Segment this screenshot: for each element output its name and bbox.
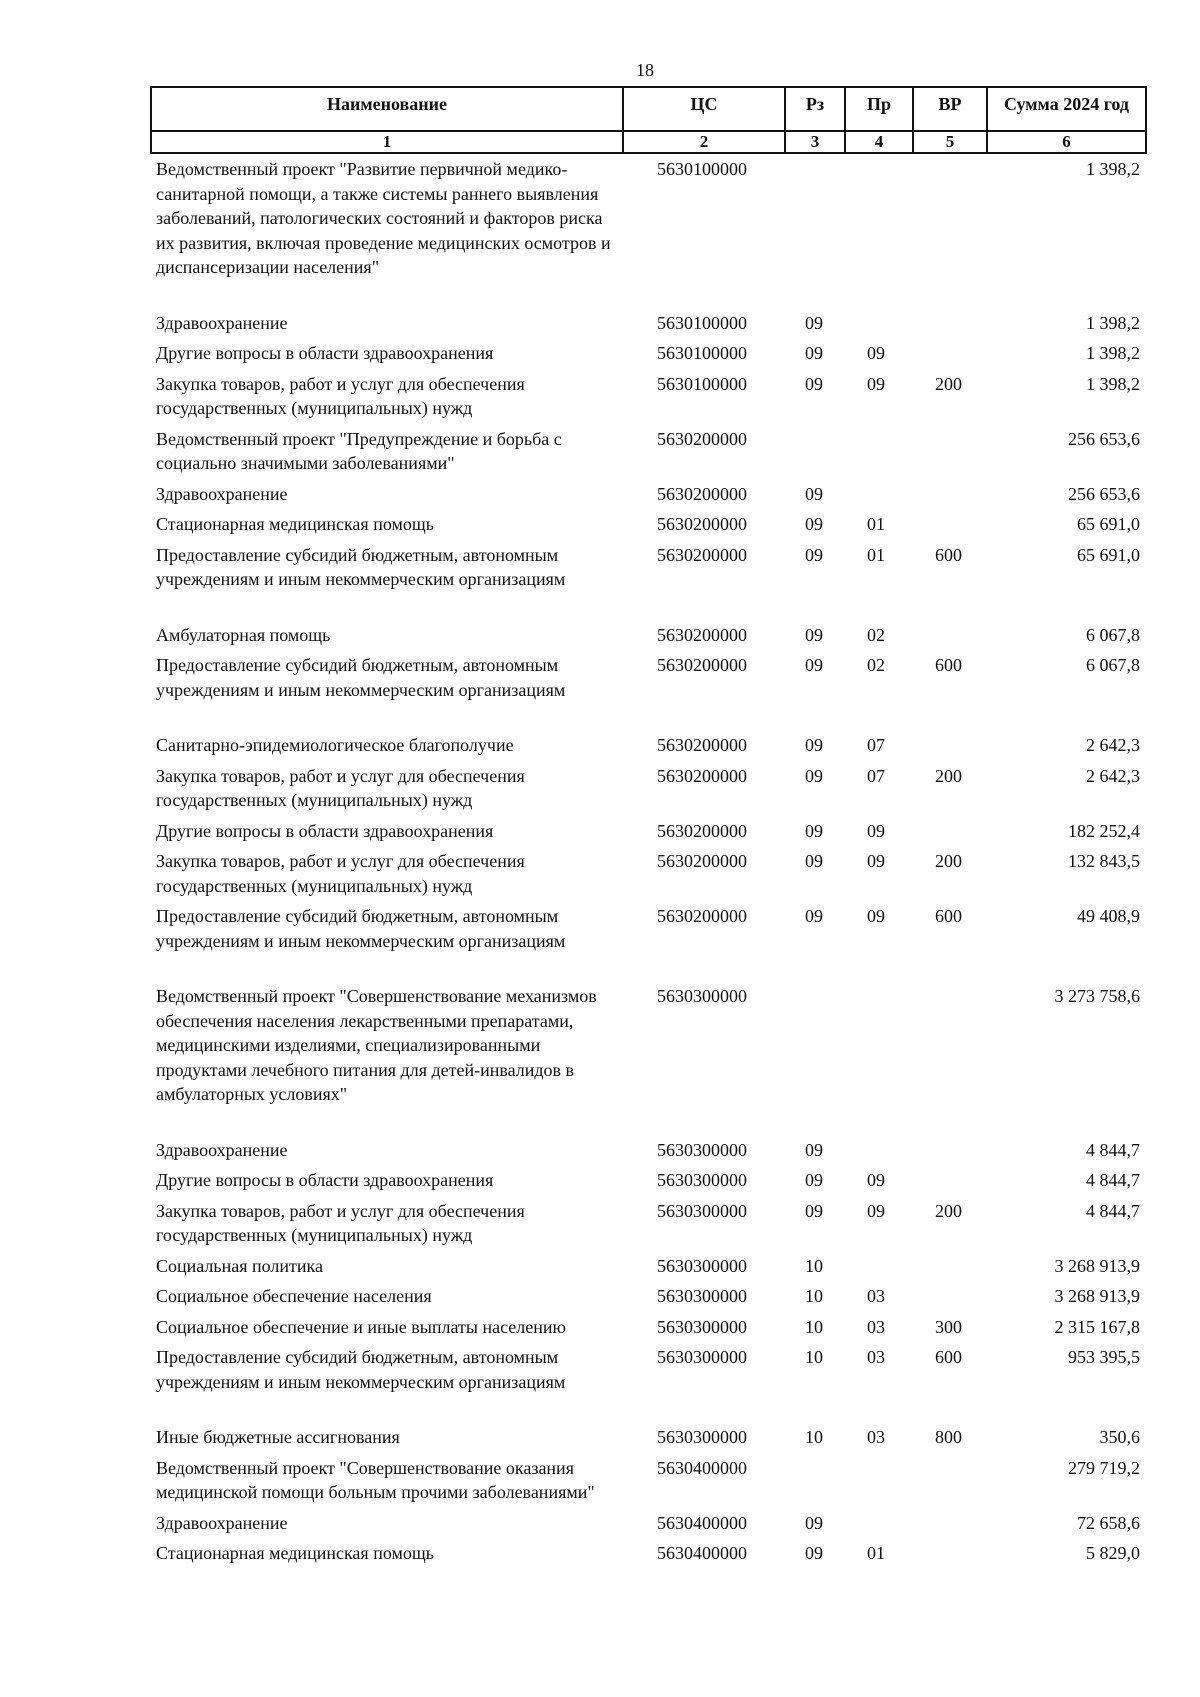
table-row xyxy=(151,730,1146,761)
table-row xyxy=(151,620,1146,651)
row-name: Социальное обеспечение населения xyxy=(156,1286,432,1306)
row-sum: 2 642,3 xyxy=(1086,765,1140,786)
table-row xyxy=(151,308,1146,339)
header-sum: Сумма 2024 год xyxy=(987,87,1146,131)
table-row xyxy=(151,1196,1146,1251)
row-vr xyxy=(913,153,987,308)
row-sum: 182 252,4 xyxy=(1068,820,1140,841)
row-name: Закупка товаров, работ и услуг для обеспечения государственных (муниципальных) нужд xyxy=(156,851,525,896)
row-sum: 72 658,6 xyxy=(1077,1512,1140,1533)
table-row xyxy=(151,650,1146,730)
row-cs: 5630100000 xyxy=(657,343,747,363)
row-cs: 5630200000 xyxy=(657,483,747,504)
row-rz xyxy=(785,424,845,479)
table-row xyxy=(151,1165,1146,1196)
row-sum: 2 642,3 xyxy=(1086,735,1140,755)
row-vr: 600 xyxy=(935,906,962,926)
row-pr: 09 xyxy=(867,1200,885,1221)
table-row xyxy=(151,1538,1146,1569)
table-row xyxy=(151,901,1146,981)
table-row xyxy=(151,369,1146,424)
row-name: Предоставление субсидий бюджетным, автономным учреждениям и иным некоммерческим организациям xyxy=(156,906,566,951)
row-rz: 09 xyxy=(805,906,823,926)
row-cs: 5630300000 xyxy=(657,1286,747,1306)
row-rz xyxy=(785,1453,845,1508)
row-rz: 09 xyxy=(805,820,823,841)
row-rz: 09 xyxy=(805,735,823,755)
row-name: Иные бюджетные ассигнования xyxy=(156,1427,400,1447)
row-pr: 09 xyxy=(867,343,885,363)
table-row xyxy=(151,761,1146,816)
row-name: Санитарно-эпидемиологическое благополучие xyxy=(156,735,514,755)
row-cs: 5630200000 xyxy=(657,428,747,449)
row-sum: 256 653,6 xyxy=(1068,483,1140,504)
row-name: Здравоохранение xyxy=(156,312,288,333)
table-row xyxy=(151,338,1146,369)
row-vr xyxy=(913,338,987,369)
row-cs: 5630300000 xyxy=(657,1200,747,1221)
row-name: Социальная политика xyxy=(156,1255,323,1276)
row-sum: 1 398,2 xyxy=(1086,159,1140,179)
row-vr: 200 xyxy=(935,1200,962,1221)
row-pr xyxy=(845,1453,913,1508)
row-sum: 3 268 913,9 xyxy=(1054,1286,1140,1306)
table-row xyxy=(151,1281,1146,1312)
row-cs: 5630200000 xyxy=(657,851,747,871)
row-sum: 49 408,9 xyxy=(1077,906,1140,926)
table-row xyxy=(151,1251,1146,1282)
table-row xyxy=(151,981,1146,1135)
row-name: Ведомственный проект "Предупреждение и борьба с социально значимыми заболеваниями" xyxy=(156,428,562,473)
row-pr xyxy=(845,1135,913,1166)
row-vr: 200 xyxy=(935,851,962,871)
row-rz: 10 xyxy=(805,1316,823,1337)
row-cs: 5630300000 xyxy=(657,986,747,1006)
header-name: Наименование xyxy=(151,87,623,131)
row-pr xyxy=(845,1251,913,1282)
row-pr: 01 xyxy=(867,544,885,565)
row-pr: 07 xyxy=(867,765,885,786)
row-rz xyxy=(785,153,845,308)
row-rz: 10 xyxy=(805,1347,823,1367)
row-cs: 5630300000 xyxy=(657,1316,747,1337)
row-sum: 6 067,8 xyxy=(1086,655,1140,675)
row-vr: 600 xyxy=(935,655,962,675)
row-pr xyxy=(845,479,913,510)
table-row xyxy=(151,1342,1146,1422)
row-cs: 5630100000 xyxy=(657,312,747,333)
row-rz: 09 xyxy=(805,1200,823,1221)
budget-document xyxy=(150,86,1145,1569)
row-sum: 279 719,2 xyxy=(1068,1457,1140,1478)
row-sum: 4 844,7 xyxy=(1086,1139,1140,1160)
row-cs: 5630200000 xyxy=(657,906,747,926)
row-sum: 5 829,0 xyxy=(1086,1543,1140,1563)
row-pr xyxy=(845,424,913,479)
row-name: Другие вопросы в области здравоохранения xyxy=(156,820,494,841)
table-row xyxy=(151,1453,1146,1508)
row-sum: 3 273 758,6 xyxy=(1054,986,1140,1006)
row-cs: 5630200000 xyxy=(657,514,747,534)
row-vr xyxy=(913,1508,987,1539)
row-cs: 5630300000 xyxy=(657,1170,747,1190)
row-rz: 09 xyxy=(805,1512,823,1533)
table-header xyxy=(151,87,1146,153)
header-pr: Пр xyxy=(845,87,913,131)
table-body xyxy=(151,153,1146,1569)
row-cs: 5630400000 xyxy=(657,1457,747,1478)
row-vr xyxy=(913,1453,987,1508)
column-number: 2 xyxy=(623,131,785,153)
row-name: Ведомственный проект "Совершенствование механизмов обеспечения населения лекарственными препаратами, медицинскими изделиями, специализированными продуктами лечебного питания для детей-инвалидов в амбулаторных условиях" xyxy=(156,986,597,1104)
row-rz: 10 xyxy=(805,1427,823,1447)
row-rz: 09 xyxy=(805,851,823,871)
row-sum: 256 653,6 xyxy=(1068,428,1140,449)
row-name: Закупка товаров, работ и услуг для обеспечения государственных (муниципальных) нужд xyxy=(156,373,525,418)
row-sum: 6 067,8 xyxy=(1086,624,1140,645)
row-name: Здравоохранение xyxy=(156,483,288,504)
row-rz: 09 xyxy=(805,1170,823,1190)
column-number: 3 xyxy=(785,131,845,153)
table-row xyxy=(151,540,1146,620)
row-pr xyxy=(845,1508,913,1539)
table-row xyxy=(151,479,1146,510)
row-vr xyxy=(913,509,987,540)
row-vr xyxy=(913,424,987,479)
row-pr: 09 xyxy=(867,1170,885,1190)
table-row xyxy=(151,1135,1146,1166)
row-vr xyxy=(913,308,987,339)
row-rz: 09 xyxy=(805,655,823,675)
row-name: Другие вопросы в области здравоохранения xyxy=(156,343,494,363)
row-sum: 3 268 913,9 xyxy=(1054,1255,1140,1276)
row-rz: 09 xyxy=(805,544,823,565)
header-rz: Рз xyxy=(785,87,845,131)
row-cs: 5630200000 xyxy=(657,655,747,675)
row-cs: 5630400000 xyxy=(657,1512,747,1533)
row-sum: 1 398,2 xyxy=(1086,312,1140,333)
row-rz: 09 xyxy=(805,514,823,534)
row-pr: 09 xyxy=(867,820,885,841)
row-pr: 03 xyxy=(867,1427,885,1447)
budget-table xyxy=(150,86,1147,1569)
row-cs: 5630400000 xyxy=(657,1543,747,1563)
row-vr xyxy=(913,1165,987,1196)
row-vr xyxy=(913,1538,987,1569)
row-sum: 350,6 xyxy=(1099,1427,1140,1447)
column-number-row xyxy=(151,131,1146,153)
row-name: Амбулаторная помощь xyxy=(156,624,331,645)
header-vr: ВР xyxy=(913,87,987,131)
row-sum: 132 843,5 xyxy=(1068,851,1140,871)
row-sum: 2 315 167,8 xyxy=(1054,1316,1140,1337)
row-pr xyxy=(845,308,913,339)
row-pr: 09 xyxy=(867,373,885,394)
table-row xyxy=(151,1422,1146,1453)
row-rz xyxy=(785,981,845,1135)
row-sum: 4 844,7 xyxy=(1086,1170,1140,1190)
row-pr: 09 xyxy=(867,906,885,926)
row-vr xyxy=(913,981,987,1135)
row-cs: 5630200000 xyxy=(657,735,747,755)
row-name: Предоставление субсидий бюджетным, автономным учреждениям и иным некоммерческим организациям xyxy=(156,655,566,700)
row-cs: 5630300000 xyxy=(657,1347,747,1367)
row-pr: 03 xyxy=(867,1286,885,1306)
column-number: 1 xyxy=(151,131,623,153)
row-name: Закупка товаров, работ и услуг для обеспечения государственных (муниципальных) нужд xyxy=(156,1200,525,1245)
row-pr: 02 xyxy=(867,624,885,645)
row-rz: 09 xyxy=(805,1139,823,1160)
table-row xyxy=(151,424,1146,479)
row-rz: 10 xyxy=(805,1255,823,1276)
row-cs: 5630100000 xyxy=(657,373,747,394)
page-number: 18 xyxy=(636,60,654,80)
row-vr xyxy=(913,620,987,651)
row-rz: 09 xyxy=(805,373,823,394)
row-name: Стационарная медицинская помощь xyxy=(156,514,434,534)
row-vr xyxy=(913,730,987,761)
row-sum: 953 395,5 xyxy=(1068,1347,1140,1367)
row-pr: 09 xyxy=(867,851,885,871)
row-sum: 1 398,2 xyxy=(1086,343,1140,363)
row-vr: 200 xyxy=(935,373,962,394)
row-vr xyxy=(913,1281,987,1312)
row-cs: 5630200000 xyxy=(657,765,747,786)
row-pr xyxy=(845,153,913,308)
row-vr: 600 xyxy=(935,1347,962,1367)
column-number: 6 xyxy=(987,131,1146,153)
row-name: Ведомственный проект "Развитие первичной медико-санитарной помощи, а также системы раннего выявления заболеваний, патологических состояний и факторов риска их развития, включая проведение медицинских осмотров и диспансеризации населения" xyxy=(156,159,611,277)
row-vr xyxy=(913,816,987,847)
row-vr xyxy=(913,479,987,510)
table-row xyxy=(151,846,1146,901)
row-rz: 09 xyxy=(805,624,823,645)
row-pr: 01 xyxy=(867,514,885,534)
header-cs: ЦС xyxy=(623,87,785,131)
row-name: Ведомственный проект "Совершенствование оказания медицинской помощи больным прочими заболеваниями" xyxy=(156,1457,595,1502)
row-cs: 5630300000 xyxy=(657,1139,747,1160)
row-sum: 4 844,7 xyxy=(1086,1200,1140,1221)
table-row xyxy=(151,1312,1146,1343)
row-pr: 02 xyxy=(867,655,885,675)
row-name: Предоставление субсидий бюджетным, автономным учреждениям и иным некоммерческим организациям xyxy=(156,544,566,589)
row-name: Социальное обеспечение и иные выплаты населению xyxy=(156,1316,566,1337)
row-pr: 07 xyxy=(867,735,885,755)
row-vr xyxy=(913,1135,987,1166)
header-row xyxy=(151,87,1146,131)
row-vr xyxy=(913,1251,987,1282)
table-row xyxy=(151,153,1146,308)
column-number: 5 xyxy=(913,131,987,153)
row-cs: 5630200000 xyxy=(657,624,747,645)
row-cs: 5630100000 xyxy=(657,159,747,179)
row-cs: 5630200000 xyxy=(657,544,747,565)
row-cs: 5630300000 xyxy=(657,1427,747,1447)
row-rz: 09 xyxy=(805,765,823,786)
row-name: Здравоохранение xyxy=(156,1139,288,1160)
row-vr: 600 xyxy=(935,544,962,565)
row-vr: 200 xyxy=(935,765,962,786)
row-pr: 01 xyxy=(867,1543,885,1563)
table-row xyxy=(151,1508,1146,1539)
row-pr xyxy=(845,981,913,1135)
row-rz: 09 xyxy=(805,483,823,504)
row-sum: 65 691,0 xyxy=(1077,514,1140,534)
row-vr: 300 xyxy=(935,1316,962,1337)
row-rz: 10 xyxy=(805,1286,823,1306)
row-rz: 09 xyxy=(805,343,823,363)
row-name: Предоставление субсидий бюджетным, автономным учреждениям и иным некоммерческим организациям xyxy=(156,1347,566,1392)
row-rz: 09 xyxy=(805,1543,823,1563)
row-name: Другие вопросы в области здравоохранения xyxy=(156,1170,494,1190)
row-name: Закупка товаров, работ и услуг для обеспечения государственных (муниципальных) нужд xyxy=(156,765,525,810)
table-row xyxy=(151,509,1146,540)
row-cs: 5630300000 xyxy=(657,1255,747,1276)
table-row xyxy=(151,816,1146,847)
row-sum: 1 398,2 xyxy=(1086,373,1140,394)
row-name: Стационарная медицинская помощь xyxy=(156,1543,434,1563)
row-rz: 09 xyxy=(805,312,823,333)
row-name: Здравоохранение xyxy=(156,1512,288,1533)
row-vr: 800 xyxy=(935,1427,962,1447)
row-sum: 65 691,0 xyxy=(1077,544,1140,565)
row-pr: 03 xyxy=(867,1316,885,1337)
column-number: 4 xyxy=(845,131,913,153)
row-pr: 03 xyxy=(867,1347,885,1367)
row-cs: 5630200000 xyxy=(657,820,747,841)
